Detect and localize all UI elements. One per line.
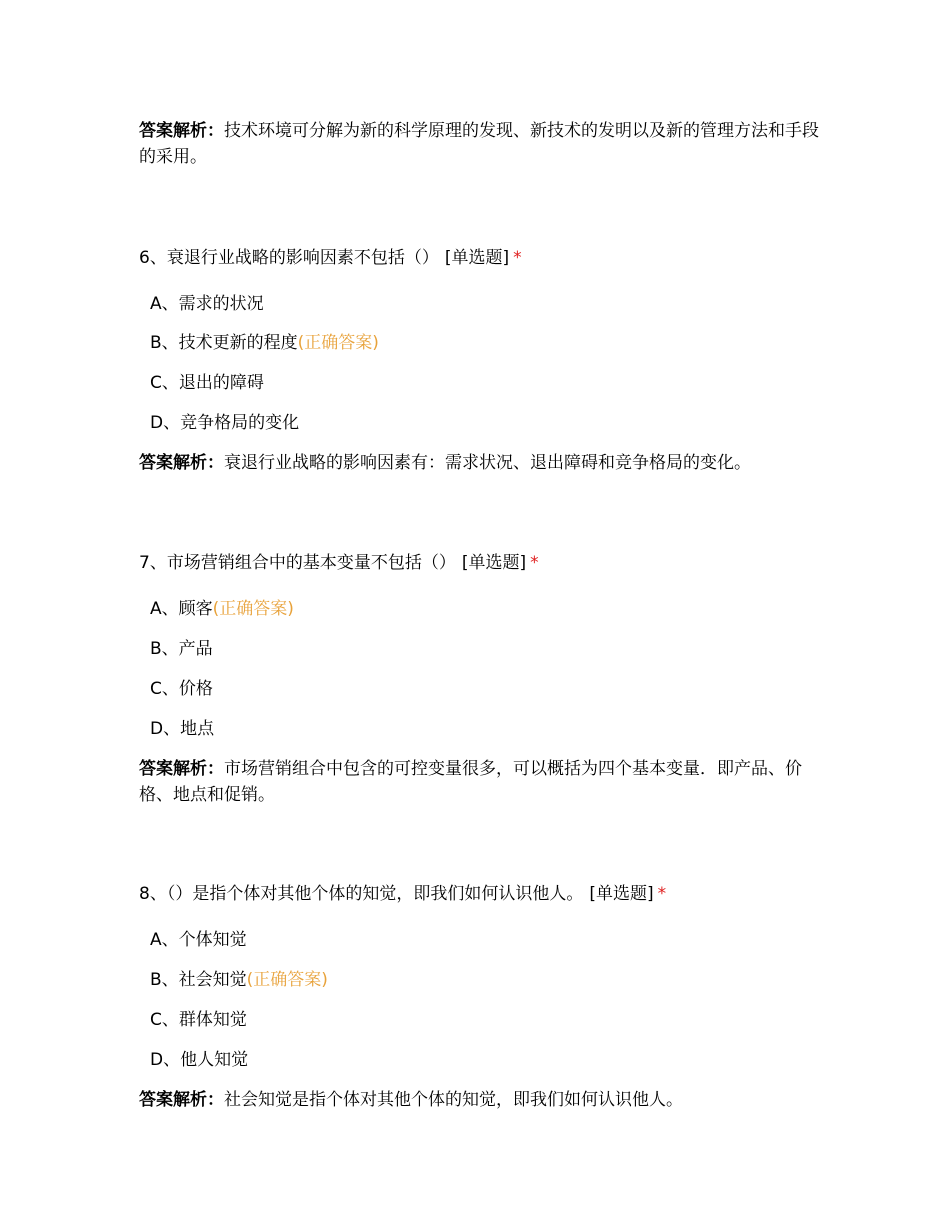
- question-text: 6、衰退行业战略的影响因素不包括（）: [139, 248, 439, 268]
- analysis-text: 市场营销组合中包含的可控变量很多，可以概括为四个基本变量．即产品、价格、地点和促销。: [139, 759, 802, 805]
- option-d: D、他人知觉: [150, 1050, 249, 1070]
- option-a: A、顾客(正确答案): [150, 599, 294, 619]
- answer-analysis: [139, 118, 819, 170]
- question-type: [单选题]: [444, 248, 510, 268]
- analysis-label: 答案解析：: [139, 453, 224, 473]
- option-d: D、竞争格局的变化: [150, 413, 300, 433]
- option-d: D、地点: [150, 719, 215, 739]
- question-title: [139, 245, 522, 271]
- option-a: A、需求的状况: [150, 294, 264, 314]
- analysis-text: 技术环境可分解为新的科学原理的发现、新技术的发明以及新的管理方法和手段的采用。: [139, 121, 819, 167]
- question-type: [单选题]: [461, 553, 527, 573]
- question-type: [单选题]: [589, 884, 654, 904]
- option-c: C、群体知觉: [150, 1010, 247, 1030]
- option-b: B、社会知觉(正确答案): [150, 970, 328, 990]
- analysis-text: 衰退行业战略的影响因素有：需求状况、退出障碍和竞争格局的变化。: [224, 453, 751, 473]
- required-mark: *: [657, 884, 667, 904]
- question-title: [139, 881, 666, 907]
- analysis-label: 答案解析：: [139, 121, 224, 141]
- question-title: [139, 550, 539, 576]
- option-b: B、技术更新的程度(正确答案): [150, 333, 379, 353]
- option-c: C、退出的障碍: [150, 373, 264, 393]
- option-c: C、价格: [150, 679, 213, 699]
- option-b: B、产品: [150, 639, 213, 659]
- answer-analysis: [139, 756, 819, 808]
- answer-analysis: [139, 450, 819, 476]
- required-mark: *: [530, 553, 539, 573]
- analysis-label: 答案解析：: [139, 1090, 224, 1110]
- analysis-label: 答案解析：: [139, 759, 224, 779]
- correct-answer-mark: (正确答案): [297, 333, 379, 353]
- correct-answer-mark: (正确答案): [212, 599, 294, 619]
- option-a: A、个体知觉: [150, 930, 247, 950]
- analysis-text: 社会知觉是指个体对其他个体的知觉，即我们如何认识他人。: [224, 1090, 683, 1110]
- question-text: 8、（）是指个体对其他个体的知觉，即我们如何认识他人。: [139, 884, 584, 904]
- required-mark: *: [513, 248, 522, 268]
- question-text: 7、市场营销组合中的基本变量不包括（）: [139, 553, 456, 573]
- answer-analysis: [139, 1087, 819, 1113]
- correct-answer-mark: (正确答案): [246, 970, 328, 990]
